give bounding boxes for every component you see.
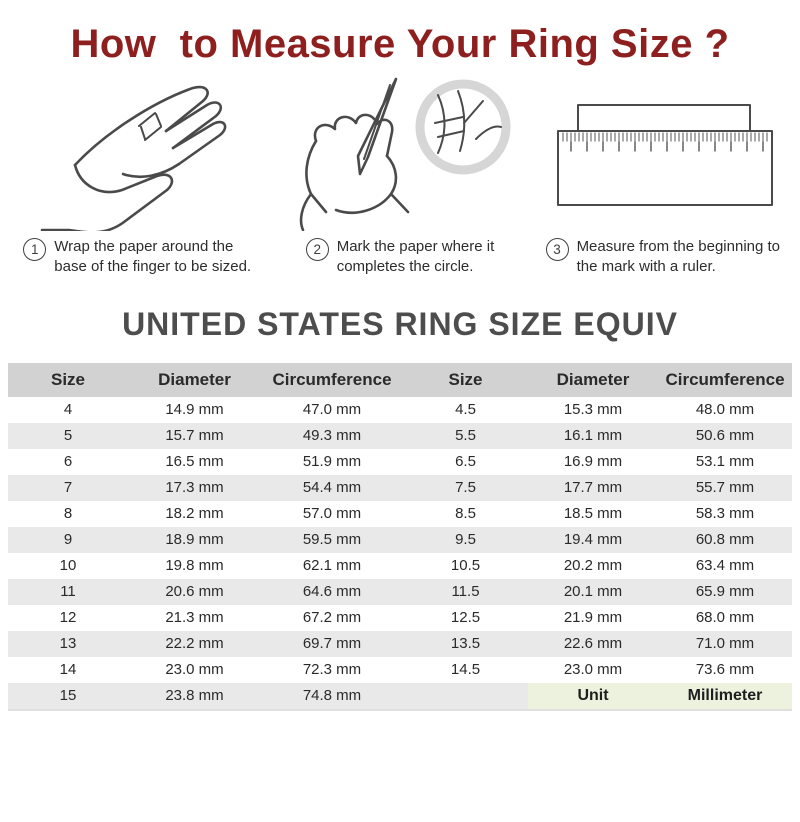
ring-size-guide-page xyxy=(0,22,800,822)
table-row xyxy=(8,449,792,475)
step-3-caption xyxy=(546,237,780,278)
hand-icon xyxy=(20,73,255,231)
table-row xyxy=(8,553,792,579)
circumference-cell: 71.0 mm xyxy=(658,631,792,657)
column-header-diameter: Diameter xyxy=(128,363,261,397)
size-cell: 10.5 xyxy=(403,553,528,579)
diameter-cell: 18.5 mm xyxy=(528,501,658,527)
step-2-caption xyxy=(306,237,495,278)
table-row xyxy=(8,475,792,501)
circumference-cell: 57.0 mm xyxy=(261,501,403,527)
wrap-paper-illustration xyxy=(20,73,255,231)
diameter-cell: 19.4 mm xyxy=(528,527,658,553)
diameter-cell: 20.1 mm xyxy=(528,579,658,605)
diameter-cell: 18.9 mm xyxy=(128,527,261,553)
size-cell: 6 xyxy=(8,449,128,475)
diameter-cell: 16.1 mm xyxy=(528,423,658,449)
step-3-caption-text xyxy=(577,237,780,278)
diameter-cell: 18.2 mm xyxy=(128,501,261,527)
steps-section xyxy=(0,73,800,278)
circumference-cell: 72.3 mm xyxy=(261,657,403,683)
circumference-cell: 48.0 mm xyxy=(658,397,792,423)
table-header-row xyxy=(8,363,792,397)
circumference-cell: 62.1 mm xyxy=(261,553,403,579)
circumference-cell: 68.0 mm xyxy=(658,605,792,631)
table-row xyxy=(8,423,792,449)
diameter-cell: 16.5 mm xyxy=(128,449,261,475)
circumference-cell: 59.5 mm xyxy=(261,527,403,553)
column-header-circumference: Circumference xyxy=(658,363,792,397)
circumference-cell: 53.1 mm xyxy=(658,449,792,475)
table-row xyxy=(8,527,792,553)
diameter-cell: 23.0 mm xyxy=(128,657,261,683)
step-item-1 xyxy=(6,73,268,278)
table-row xyxy=(8,683,792,710)
table-body xyxy=(8,397,792,710)
step-3-number-badge: 3 xyxy=(546,238,569,261)
diameter-cell: 17.7 mm xyxy=(528,475,658,501)
ring-size-table xyxy=(8,363,792,711)
circumference-cell: 47.0 mm xyxy=(261,397,403,423)
mark-paper-illustration xyxy=(280,73,520,231)
page-title: How to Measure Your Ring Size ? xyxy=(70,22,730,66)
table-row xyxy=(8,501,792,527)
table-title: UNITED STATES RING SIZE EQUIV xyxy=(122,305,678,342)
diameter-cell: 19.8 mm xyxy=(128,553,261,579)
column-header-size: Size xyxy=(403,363,528,397)
diameter-cell: 23.8 mm xyxy=(128,683,261,710)
diameter-cell: 22.2 mm xyxy=(128,631,261,657)
size-cell: 9.5 xyxy=(403,527,528,553)
size-cell: 11.5 xyxy=(403,579,528,605)
size-cell: 10 xyxy=(8,553,128,579)
size-cell: 6.5 xyxy=(403,449,528,475)
diameter-cell: 17.3 mm xyxy=(128,475,261,501)
size-cell: 8 xyxy=(8,501,128,527)
circumference-cell: 73.6 mm xyxy=(658,657,792,683)
size-cell: 5 xyxy=(8,423,128,449)
column-header-diameter: Diameter xyxy=(528,363,658,397)
step-3-caption-line2: the mark with a ruler. xyxy=(576,258,716,276)
circumference-cell: 60.8 mm xyxy=(658,527,792,553)
circumference-cell: 65.9 mm xyxy=(658,579,792,605)
circumference-cell: 63.4 mm xyxy=(658,553,792,579)
size-cell: 13 xyxy=(8,631,128,657)
step-1-caption-line1: Wrap the paper around the xyxy=(54,238,234,255)
unit-value-cell: Millimeter xyxy=(658,683,792,710)
diameter-cell: 20.6 mm xyxy=(128,579,261,605)
diameter-cell: 21.9 mm xyxy=(528,605,658,631)
step-1-number-badge: 1 xyxy=(23,238,46,261)
step-2-caption-line2: completes the circle. xyxy=(336,258,474,276)
size-cell: 12.5 xyxy=(403,605,528,631)
diameter-cell: 22.6 mm xyxy=(528,631,658,657)
ruler-measure-illustration xyxy=(538,73,788,231)
table-row xyxy=(8,631,792,657)
size-cell: 5.5 xyxy=(403,423,528,449)
diameter-cell: 14.9 mm xyxy=(128,397,261,423)
circumference-cell: 55.7 mm xyxy=(658,475,792,501)
size-cell: 7 xyxy=(8,475,128,501)
circumference-cell: 64.6 mm xyxy=(261,579,403,605)
step-1-caption xyxy=(23,237,251,278)
step-1-caption-line2: base of the finger to be sized. xyxy=(54,258,252,276)
size-cell: 13.5 xyxy=(403,631,528,657)
pencil-hand-icon xyxy=(280,73,520,231)
size-cell: 14 xyxy=(8,657,128,683)
diameter-cell: 21.3 mm xyxy=(128,605,261,631)
size-cell: 12 xyxy=(8,605,128,631)
unit-label-cell: Unit xyxy=(528,683,658,710)
circumference-cell: 51.9 mm xyxy=(261,449,403,475)
table-row xyxy=(8,657,792,683)
diameter-cell: 23.0 mm xyxy=(528,657,658,683)
diameter-cell: 20.2 mm xyxy=(528,553,658,579)
circumference-cell: 69.7 mm xyxy=(261,631,403,657)
circumference-cell: 49.3 mm xyxy=(261,423,403,449)
size-cell: 7.5 xyxy=(403,475,528,501)
size-cell: 4.5 xyxy=(403,397,528,423)
step-item-2 xyxy=(269,73,531,278)
circumference-cell: 74.8 mm xyxy=(261,683,403,710)
step-item-3 xyxy=(532,73,794,278)
table-row xyxy=(8,397,792,423)
size-cell: 8.5 xyxy=(403,501,528,527)
size-cell: 11 xyxy=(8,579,128,605)
step-3-caption-line1: Measure from the beginning to xyxy=(576,238,781,255)
circumference-cell: 58.3 mm xyxy=(658,501,792,527)
circumference-cell: 54.4 mm xyxy=(261,475,403,501)
size-cell: 15 xyxy=(8,683,128,710)
step-2-caption-line1: Mark the paper where it xyxy=(336,238,495,255)
diameter-cell: 15.7 mm xyxy=(128,423,261,449)
step-2-number-badge: 2 xyxy=(306,238,329,261)
empty-cell xyxy=(403,683,528,710)
table-row xyxy=(8,605,792,631)
step-1-caption-text xyxy=(54,237,251,278)
column-header-size: Size xyxy=(8,363,128,397)
size-cell: 9 xyxy=(8,527,128,553)
circumference-cell: 50.6 mm xyxy=(658,423,792,449)
circumference-cell: 67.2 mm xyxy=(261,605,403,631)
size-cell: 14.5 xyxy=(403,657,528,683)
column-header-circumference: Circumference xyxy=(261,363,403,397)
header-row xyxy=(8,363,792,397)
table-row xyxy=(8,579,792,605)
ruler-icon xyxy=(538,73,788,231)
step-2-caption-text xyxy=(337,237,495,278)
diameter-cell: 15.3 mm xyxy=(528,397,658,423)
size-cell: 4 xyxy=(8,397,128,423)
diameter-cell: 16.9 mm xyxy=(528,449,658,475)
